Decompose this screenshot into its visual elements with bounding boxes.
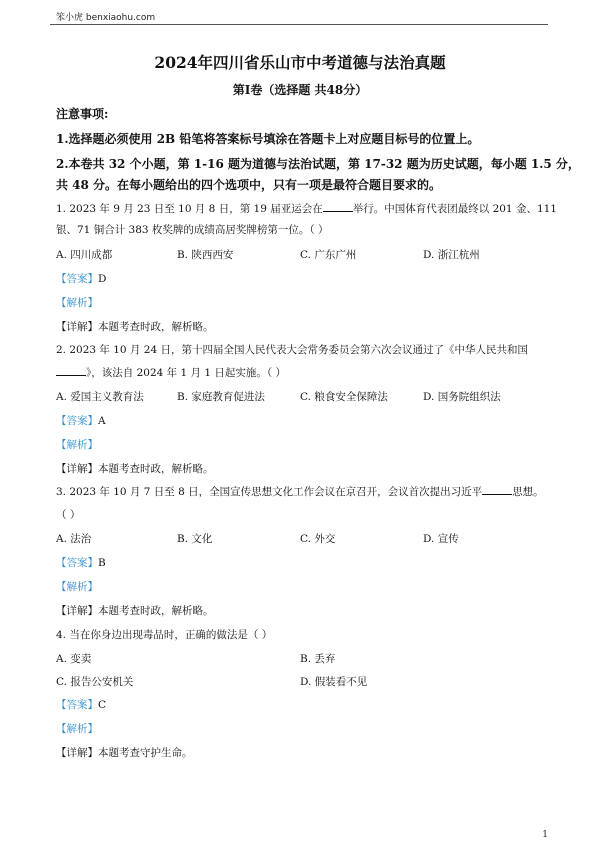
q1-stem-part-b: 举行。中国体育代表团最终以 201 金、111 <box>352 203 557 215</box>
q2-stem-line-2 <box>56 365 550 381</box>
detail-text: 本题考查时政，解析略。 <box>98 605 214 617</box>
q2-stem-line-1: 2. 2023 年 10 月 24 日，第十四届全国人民代表大会常务委员会第六次会议通过了《中华人民共和国 <box>56 344 528 356</box>
notice-item-2-line-2: 共 48 分。在每小题给出的四个选项中，只有一项是最符合题目要求的。 <box>56 178 442 192</box>
detail-text: 本题考查时政，解析略。 <box>98 463 214 475</box>
q2-option-d: D. 国务院组织法 <box>423 391 501 403</box>
answer-value: A <box>98 415 106 427</box>
page-number: 1 <box>542 830 548 840</box>
q1-analysis <box>56 295 550 311</box>
q1-stem-part-a: 1. 2023 年 9 月 23 日至 10 月 8 日，第 19 届亚运会在 <box>56 203 323 215</box>
page-title: 2024年四川省乐山市中考道德与法治真题 <box>154 53 446 72</box>
detail-text: 本题考查时政，解析略。 <box>98 321 214 333</box>
q4-detail <box>56 745 550 761</box>
q1-option-c: C. 广东广州 <box>300 249 357 261</box>
q1-blank <box>323 201 353 212</box>
q3-stem-part-a: 3. 2023 年 10 月 7 日至 8 日，全国宣传思想文化工作会议在京召开，会议首次提出习近平 <box>56 486 483 498</box>
q3-option-b: B. 文化 <box>177 533 213 545</box>
q2-option-b: B. 家庭教育促进法 <box>177 391 265 403</box>
q3-stem-line-2: （ ） <box>56 509 81 521</box>
q1-answer <box>56 271 550 287</box>
q3-analysis <box>56 579 550 595</box>
q3-option-d: D. 宣传 <box>423 533 459 545</box>
q2-blank <box>56 365 86 376</box>
detail-text: 本题考查守护生命。 <box>98 747 193 759</box>
notice-heading: 注意事项: <box>56 107 109 121</box>
q2-option-c: C. 粮食安全保障法 <box>300 391 388 403</box>
q4-option-d: D. 假装看不见 <box>300 676 368 688</box>
q3-stem-line-1 <box>56 484 550 500</box>
answer-tag: 【答案】 <box>56 699 98 711</box>
analysis-tag: 【解析】 <box>56 297 98 309</box>
answer-tag: 【答案】 <box>56 415 98 427</box>
q3-option-a: A. 法治 <box>56 533 92 545</box>
q4-answer <box>56 697 550 713</box>
detail-tag: 【详解】 <box>56 747 98 759</box>
q3-option-c: C. 外交 <box>300 533 336 545</box>
answer-value: C <box>98 699 107 711</box>
q2-stem-part-b: 》，该法自 2024 年 1 月 1 日起实施。（ ） <box>86 367 286 379</box>
answer-tag: 【答案】 <box>56 273 98 285</box>
page-subtitle: 第Ⅰ卷（选择题 共48分） <box>232 83 368 97</box>
q1-option-b: B. 陕西西安 <box>177 249 234 261</box>
q1-option-d: D. 浙江杭州 <box>423 249 480 261</box>
q1-detail <box>56 319 550 335</box>
q3-blank <box>482 484 512 495</box>
q4-analysis <box>56 721 550 737</box>
analysis-tag: 【解析】 <box>56 439 98 451</box>
detail-tag: 【详解】 <box>56 321 98 333</box>
q3-stem-part-b: 思想。 <box>512 486 544 498</box>
q2-detail <box>56 461 550 477</box>
q4-option-c: C. 报告公安机关 <box>56 676 134 688</box>
detail-tag: 【详解】 <box>56 605 98 617</box>
q4-option-b: B. 丢弃 <box>300 653 336 665</box>
q3-answer <box>56 555 550 571</box>
detail-tag: 【详解】 <box>56 463 98 475</box>
q1-option-a: A. 四川成都 <box>56 249 113 261</box>
q1-stem-line-1 <box>56 201 557 217</box>
q3-detail <box>56 603 550 619</box>
answer-tag: 【答案】 <box>56 557 98 569</box>
q4-stem-line-1: 4. 当在你身边出现毒品时，正确的做法是（ ） <box>56 629 273 641</box>
q2-analysis <box>56 437 550 453</box>
q4-option-a: A. 变卖 <box>56 653 92 665</box>
analysis-tag: 【解析】 <box>56 581 98 593</box>
answer-value: B <box>98 557 106 569</box>
header-divider <box>50 24 548 25</box>
analysis-tag: 【解析】 <box>56 723 98 735</box>
q2-answer <box>56 413 550 429</box>
notice-item-1: 1.选择题必须使用 2B 铅笔将答案标号填涂在答题卡上对应题目标号的位置上。 <box>56 132 480 146</box>
notice-item-2-line-1: 2.本卷共 32 个小题，第 1-16 题为道德与法治试题，第 17-32 题为历史试题，每小题 1.5 分， <box>56 157 580 171</box>
q2-option-a: A. 爱国主义教育法 <box>56 391 144 403</box>
header-site: 笨小虎 benxiaohu.com <box>56 13 156 23</box>
answer-value: D <box>98 273 107 285</box>
q1-stem-line-2: 银、71 铜合计 383 枚奖牌的成绩高居奖牌榜第一位。（ ） <box>56 224 329 236</box>
